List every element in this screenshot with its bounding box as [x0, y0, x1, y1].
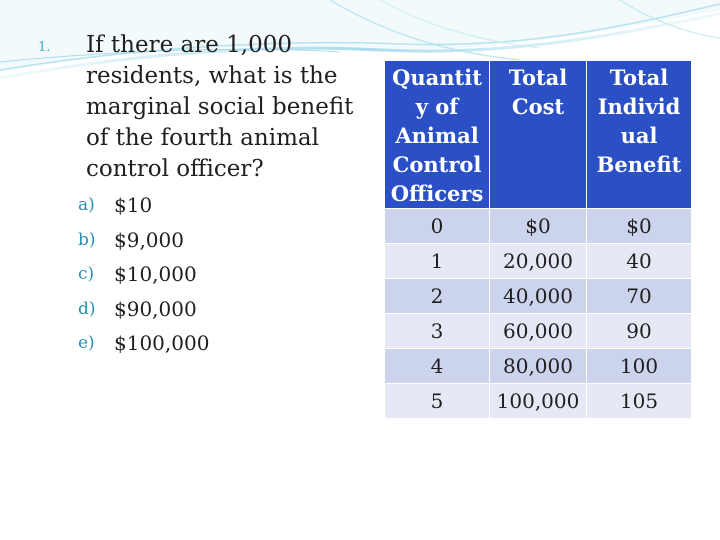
table-row — [385, 209, 692, 244]
choice-a — [78, 188, 338, 223]
cell-quantity: 4 — [385, 349, 490, 384]
choice-b — [78, 223, 338, 258]
choice-text: $90,000 — [114, 296, 197, 321]
cost-benefit-table — [384, 60, 692, 419]
cell-quantity: 0 — [385, 209, 490, 244]
choice-letter: c) — [78, 264, 95, 285]
cell-benefit: 70 — [587, 279, 692, 314]
cell-total-cost: 60,000 — [490, 314, 587, 349]
answer-choices — [78, 188, 338, 361]
header-total-cost: Total Cost — [490, 61, 587, 209]
table-row — [385, 384, 692, 419]
choice-letter: a) — [78, 195, 95, 216]
choice-e — [78, 326, 338, 361]
choice-letter: b) — [78, 229, 96, 250]
header-quantity: Quantit y of Animal Control Officers — [385, 61, 490, 209]
cell-benefit: 100 — [587, 349, 692, 384]
cell-benefit: $0 — [587, 209, 692, 244]
choice-text: $10 — [114, 193, 153, 218]
choice-c — [78, 257, 338, 292]
table-row — [385, 279, 692, 314]
cell-total-cost: $0 — [490, 209, 587, 244]
cell-quantity: 1 — [385, 244, 490, 279]
cell-benefit: 40 — [587, 244, 692, 279]
choice-d — [78, 292, 338, 327]
cell-quantity: 3 — [385, 314, 490, 349]
table-row — [385, 349, 692, 384]
question-text: If there are 1,000 residents, what is the marginal social benefit of the fourth animal control officer? — [86, 32, 354, 182]
choice-text: $9,000 — [114, 227, 184, 252]
choice-letter: d) — [78, 298, 96, 319]
cell-quantity: 5 — [385, 384, 490, 419]
cell-total-cost: 100,000 — [490, 384, 587, 419]
cell-quantity: 2 — [385, 279, 490, 314]
choice-text: $10,000 — [114, 262, 197, 287]
choice-letter: e) — [78, 333, 95, 354]
choice-text: $100,000 — [114, 331, 210, 356]
table-row — [385, 314, 692, 349]
cell-total-cost: 80,000 — [490, 349, 587, 384]
table-header-row — [385, 61, 692, 209]
cell-total-cost: 40,000 — [490, 279, 587, 314]
question-number: 1. — [38, 40, 51, 55]
cell-total-cost: 20,000 — [490, 244, 587, 279]
cell-benefit: 90 — [587, 314, 692, 349]
cell-benefit: 105 — [587, 384, 692, 419]
header-total-individual-benefit: Total Individ ual Benefit — [587, 61, 692, 209]
table-row — [385, 244, 692, 279]
